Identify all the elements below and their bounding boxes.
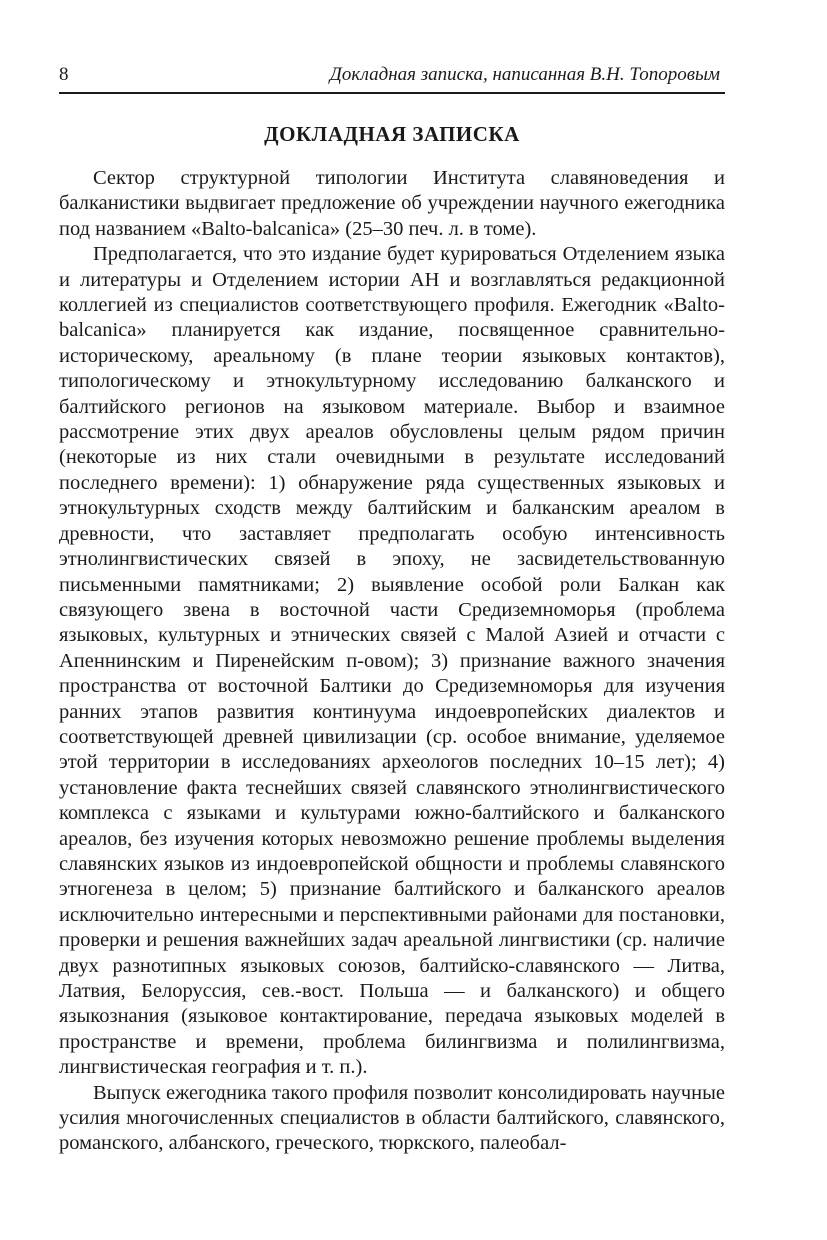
running-header: [59, 58, 725, 94]
paragraph-3: Выпуск ежегодника такого профиля позволит консолидировать научные усилия многочисленных специалистов в области балтийского, славянского, романского, албанского, греческого, тюркского, палеобал-: [59, 1081, 725, 1155]
paragraph-1: Сектор структурной типологии Института славяноведения и балканистики выдвигает предложение об учреждении научного ежегодника под названием «Balto-balcanica» (25–30 печ. л. в томе).: [59, 167, 725, 240]
body-text: [59, 166, 725, 1157]
document-title: ДОКЛАДНАЯ ЗАПИСКА: [264, 122, 520, 146]
page-number: 8: [59, 64, 69, 85]
paragraph-2: Предполагается, что это издание будет курироваться Отделением языка и литературы и Отделением истории АН и возглавляться редакционной коллегией из специалистов соответствующего профиля. Ежегодник «Balto-balcanica» планируется как издание, посвященное сравнительно-историческому, ареальному (в плане теории языковых контактов), типологическому и этнокультурному исследованию балканского и балтийского регионов на языковом материале. Выбор и взаимное рассмотрение этих двух ареалов обусловлены целым рядом причин (некоторые из них стали очевидными в результате исследований последнего времени): 1) обнаружение ряда существенных языковых и этнокультурных сходств между балтийским и балканским ареалом в древности, что заставляет предполагать особую интенсивность этнолингвистических связей в эпоху, не засвидетельствованную письменными памятниками; 2) выявление особой роли Балкан как связующего звена в восточной части Средиземноморья (проблема языковых, культурных и этнических связей с Малой Азией и отчасти с Апеннинским и Пиренейским п-овом); 3) признание важного значения пространства от восточной Балтики до Средиземноморья для изучения ранних этапов развития континуума индоевропейских диалектов и соответствующей древней цивилизации (ср. особое внимание, уделяемое этой территории в исследованиях археологов последних 10–15 лет); 4) установление факта теснейших связей славянского этнолингвистического комплекса с языками и культурами южно-балтийского и балканского ареалов, без изучения которых невозможно решение проблемы выделения славянских языков из индоевропейской общности и проблемы славянского этногенеза в целом; 5) признание балтийского и балканского ареалов исключительно интересными и перспективными районами для постановки, проверки и решения важнейших задач ареальной лингвистики (ср. наличие двух разнотипных языковых союзов, балтийско-славянского — Литва, Латвия, Белоруссия, сев.-вост. Польша — и балканского) и общего языкознания (языковое контактирование, передача языковых моделей в пространстве и времени, проблема билингвизма и полилингвизма, лингвистическая география и т. п.).: [59, 243, 725, 1079]
book-page: [59, 58, 725, 1157]
running-title: Докладная записка, написанная В.Н. Топоровым: [329, 64, 720, 85]
